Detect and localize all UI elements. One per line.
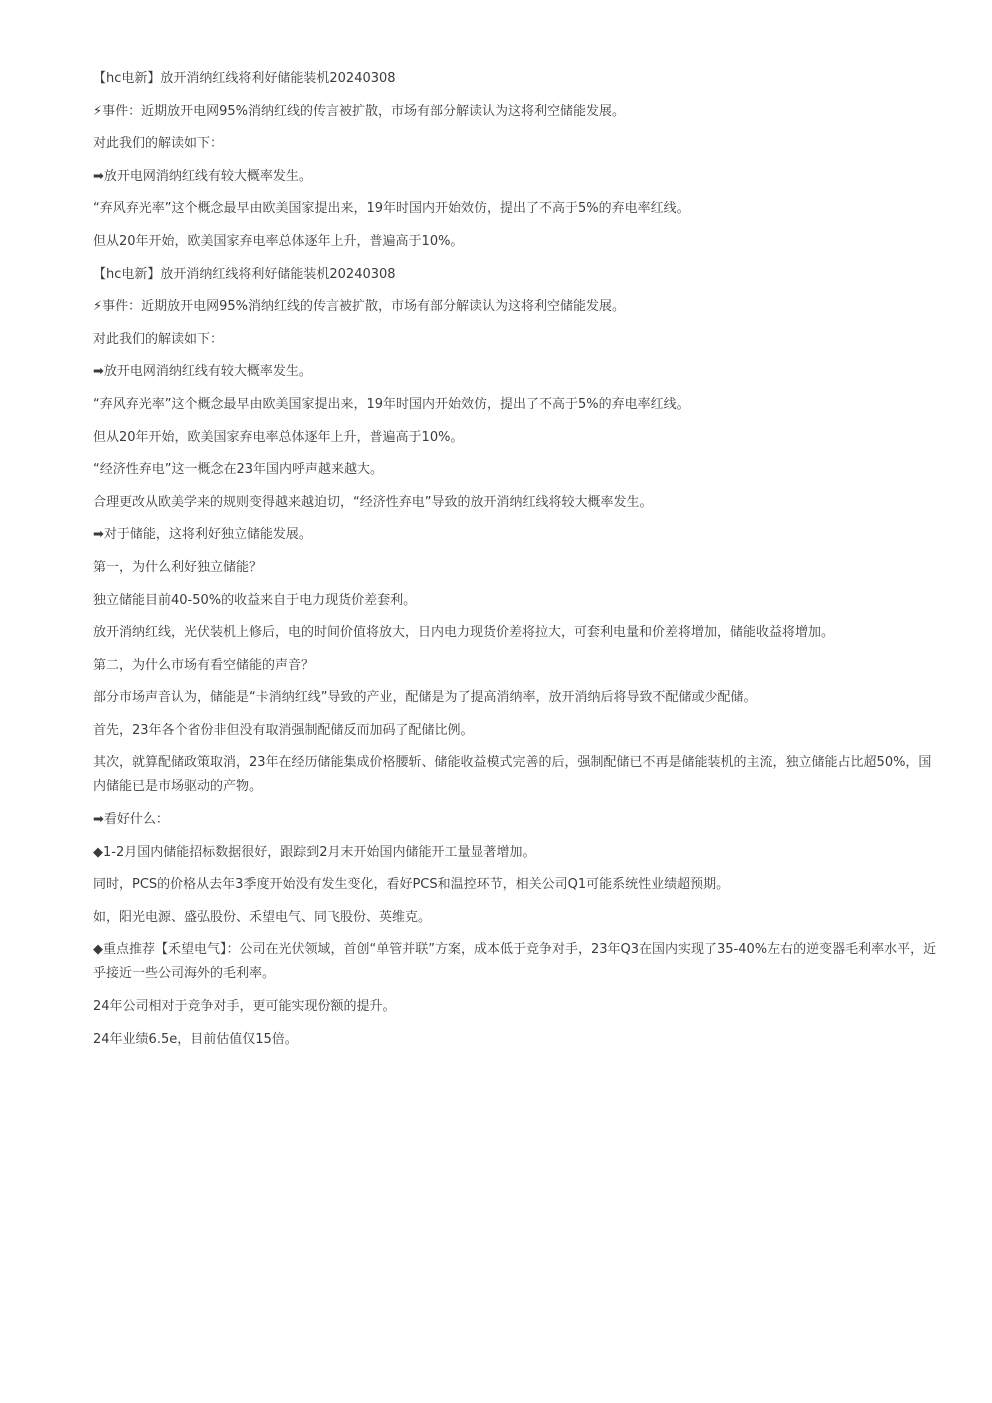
point-line: ➡看好什么： <box>93 812 169 828</box>
heading-line: 【hc电新】放开消纳红线将利好储能装机20240308 <box>93 266 396 282</box>
bullet-line: ◆1-2月国内储能招标数据很好，跟踪到2月末开始国内储能开工量显著增加。 <box>93 844 536 860</box>
text-line: 但从20年开始，欧美国家弃电率总体逐年上升，普遍高于10%。 <box>93 233 464 249</box>
text-line: 对此我们的解读如下： <box>93 136 224 152</box>
text-line: 24年业绩6.5e，目前估值仅15倍。 <box>93 1031 298 1047</box>
text-line: 合理更改从欧美学来的规则变得越来越迫切，“经济性弃电”导致的放开消纳红线将较大概率发生。 <box>93 494 653 510</box>
text-line: 第一，为什么利好独立储能？ <box>93 559 263 575</box>
point-line: ➡对于储能，这将利好独立储能发展。 <box>93 527 312 543</box>
text-line: 其次，就算配储政策取消，23年在经历储能集成价格腰斩、储能收益模式完善的后，强制配储已不再是储能装机的主流，独立储能占比超50%，国内储能已是市场驱动的产物。 <box>93 755 932 795</box>
text-line: 首先，23年各个省份非但没有取消强制配储反而加码了配储比例。 <box>93 722 474 738</box>
text-line: 同时，PCS的价格从去年3季度开始没有发生变化，看好PCS和温控环节，相关公司Q1可能系统性业绩超预期。 <box>93 877 730 893</box>
event-line: ⚡事件：近期放开电网95%消纳红线的传言被扩散，市场有部分解读认为这将利空储能发展。 <box>93 299 626 315</box>
event-line: ⚡事件：近期放开电网95%消纳红线的传言被扩散，市场有部分解读认为这将利空储能发展。 <box>93 103 626 119</box>
text-line: “弃风弃光率”这个概念最早由欧美国家提出来，19年时国内开始效仿，提出了不高于5%的弃电率红线。 <box>93 201 690 217</box>
text-line: 对此我们的解读如下： <box>93 331 224 347</box>
text-line: 如，阳光电源、盛弘股份、禾望电气、同飞股份、英维克。 <box>93 909 432 925</box>
document-body <box>93 67 939 1060</box>
text-line: “弃风弃光率”这个概念最早由欧美国家提出来，19年时国内开始效仿，提出了不高于5%的弃电率红线。 <box>93 396 690 412</box>
bullet-line: ◆重点推荐【禾望电气】：公司在光伏领域，首创“单管并联”方案，成本低于竞争对手，23年Q3在国内实现了35-40%左右的逆变器毛利率水平，近乎接近一些公司海外的毛利率。 <box>93 942 937 982</box>
text-line: 部分市场声音认为，储能是“卡消纳红线”导致的产业，配储是为了提高消纳率，放开消纳后将导致不配储或少配储。 <box>93 690 757 706</box>
point-line: ➡放开电网消纳红线有较大概率发生。 <box>93 364 312 380</box>
text-line: 第二，为什么市场有看空储能的声音？ <box>93 657 315 673</box>
text-line: 独立储能目前40-50%的收益来自于电力现货价差套利。 <box>93 592 417 608</box>
point-line: ➡放开电网消纳红线有较大概率发生。 <box>93 168 312 184</box>
text-line: 24年公司相对于竞争对手，更可能实现份额的提升。 <box>93 999 396 1015</box>
heading-line: 【hc电新】放开消纳红线将利好储能装机20240308 <box>93 71 396 86</box>
text-line: 但从20年开始，欧美国家弃电率总体逐年上升，普遍高于10%。 <box>93 429 464 445</box>
text-line: “经济性弃电”这一概念在23年国内呼声越来越大。 <box>93 462 384 478</box>
text-line: 放开消纳红线，光伏装机上修后，电的时间价值将放大，日内电力现货价差将拉大，可套利电量和价差将增加，储能收益将增加。 <box>93 625 835 641</box>
